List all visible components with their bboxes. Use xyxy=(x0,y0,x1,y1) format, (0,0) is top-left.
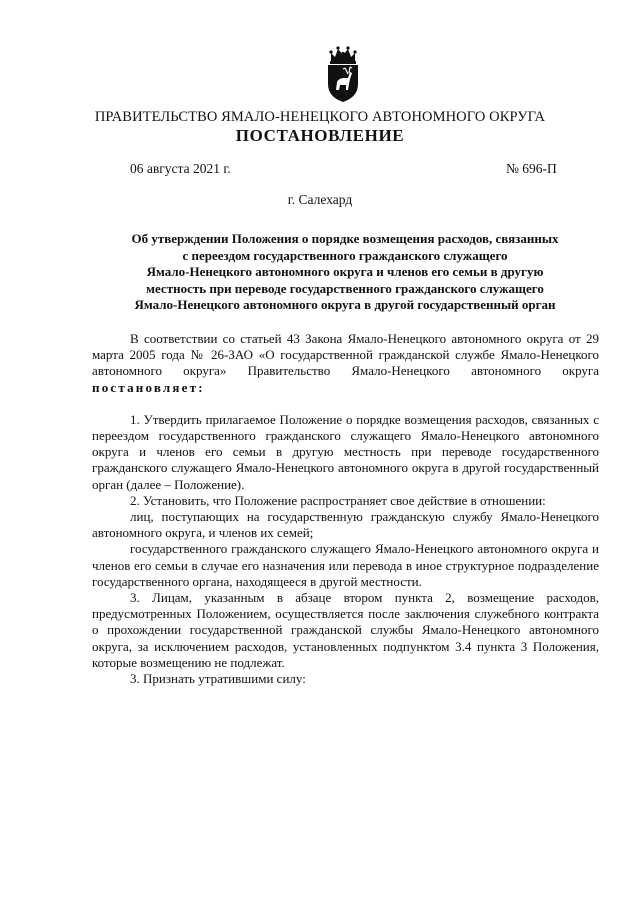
title-line: Об утверждении Положения о порядке возмещения расходов, связанных xyxy=(131,231,559,246)
document-date: 06 августа 2021 г. xyxy=(130,161,231,176)
preamble-text: В соответствии со статьей 43 Закона Ямало-Ненецкого автономного округа от 29 марта 2005 года № 26-ЗАО «О государственной гражданской службе Ямало-Ненецкого автономного округа» Правительство Ямало-Ненецкого автономного округа xyxy=(92,331,599,379)
title-line: Ямало-Ненецкого автономного округа и членов его семьи в другую xyxy=(146,264,544,280)
document-title xyxy=(96,231,594,314)
document-number: № 696-П xyxy=(506,161,557,176)
resolves-word: постановляет: xyxy=(92,379,205,395)
document-body xyxy=(92,331,599,687)
title-line: с переездом государственного гражданского служащего xyxy=(182,247,508,263)
coat-of-arms-icon xyxy=(325,44,361,104)
title-line: Ямало-Ненецкого автономного округа в другой государственный орган xyxy=(134,297,556,313)
preamble-paragraph xyxy=(92,331,599,396)
paragraph-3: 3. Лицам, указанным в абзаце втором пункта 2, возмещение расходов, предусмотренных Положением, осуществляется после заключения служебного контракта о прохождении государственной гражданской службы Ямало-Ненецкого автономного округа, за исключением расходов, установленных подпунктом 3.4 пункта 3 Положения, которые возмещению не подлежат. xyxy=(92,590,599,670)
document-city: г. Салехард xyxy=(287,192,353,207)
paragraph-2: 2. Установить, что Положение распространяет свое действие в отношении: xyxy=(130,492,546,508)
document-type: ПОСТАНОВЛЕНИЕ xyxy=(235,126,405,145)
paragraph-1: 1. Утвердить прилагаемое Положение о порядке возмещения расходов, связанных с переездом государственного гражданского служащего Ямало-Ненецкого автономного округа и членов его семьи в другую местность при переводе государственного гражданского служащего Ямало-Ненецкого автономного округа в другой государственный орган (далее – Положение). xyxy=(92,411,599,492)
paragraph-2a: лиц, поступающих на государственную гражданскую службу Ямало-Ненецкого автономного округа, и членов их семей; xyxy=(92,509,599,541)
paragraph-4: 3. Признать утратившими силу: xyxy=(130,671,306,687)
title-line: местность при переводе государственного гражданского служащего xyxy=(146,280,544,296)
government-name: ПРАВИТЕЛЬСТВО ЯМАЛО-НЕНЕЦКОГО АВТОНОМНОГО ОКРУГА xyxy=(94,109,546,125)
paragraph-2b: государственного гражданского служащего Ямало-Ненецкого автономного округа и членов его семьи в случае его назначения или перевода в иное структурное подразделение государственного органа, находящееся в другой местности. xyxy=(92,541,599,589)
